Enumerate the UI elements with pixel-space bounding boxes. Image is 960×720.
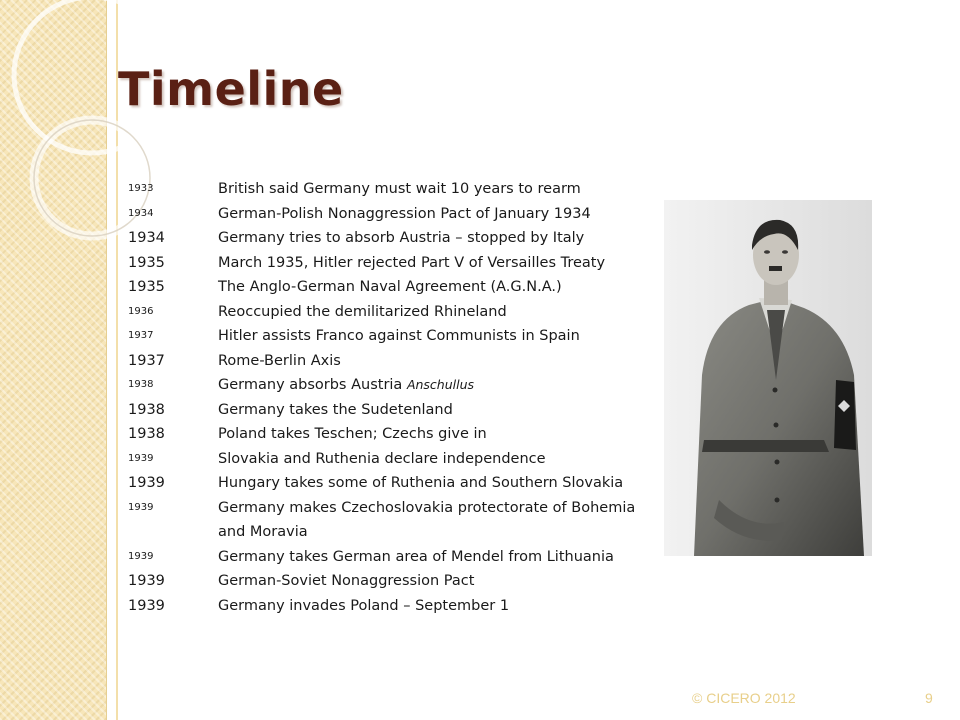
timeline-event (218, 569, 658, 594)
timeline-event (218, 324, 658, 349)
timeline-event (218, 300, 658, 325)
timeline-year: 1937 (128, 352, 165, 369)
timeline-event-text: Reoccupied the demilitarized Rhineland (218, 303, 507, 320)
timeline-row (128, 202, 668, 227)
timeline-year: 1933 (128, 183, 154, 194)
timeline-row (128, 422, 668, 447)
footer-copyright: © CICERO 2012 (692, 690, 796, 706)
timeline-event (218, 447, 658, 472)
timeline-event-text: German-Polish Nonaggression Pact of January 1934 (218, 205, 591, 222)
timeline-year: 1939 (128, 475, 165, 491)
timeline-year: 1939 (128, 452, 154, 464)
timeline-row (128, 594, 668, 619)
timeline-year: 1938 (128, 401, 165, 418)
timeline-event-text: Germany tries to absorb Austria – stopped by Italy (218, 230, 585, 246)
timeline-year: 1939 (128, 573, 165, 589)
timeline-row (128, 251, 668, 276)
timeline-event (218, 177, 658, 202)
timeline-event-text: Rome-Berlin Axis (218, 352, 341, 369)
page-number: 9 (925, 690, 933, 706)
timeline-event (218, 202, 658, 227)
timeline-event-text: British said Germany must wait 10 years to rearm (218, 181, 581, 197)
timeline-year: 1938 (128, 426, 165, 442)
timeline-event-text: Germany invades Poland – September 1 (218, 597, 510, 614)
timeline-event-text: Poland takes Teschen; Czechs give in (218, 426, 487, 442)
timeline-year: 1938 (128, 379, 154, 390)
slide-title: Timeline (118, 62, 344, 116)
timeline-year: 1939 (128, 597, 165, 614)
timeline-row (128, 226, 668, 251)
timeline-year: 1939 (128, 501, 154, 513)
timeline-event-text: March 1935, Hitler rejected Part V of Versailles Treaty (218, 254, 606, 271)
timeline-year: 1935 (128, 254, 165, 271)
timeline-year: 1934 (128, 230, 165, 246)
timeline-event-text: German-Soviet Nonaggression Pact (218, 573, 475, 589)
timeline-event (218, 251, 658, 276)
timeline-event-text: Germany takes German area of Mendel from Lithuania (218, 548, 614, 565)
timeline-event (218, 594, 658, 619)
timeline-event (218, 226, 658, 251)
timeline-row (128, 496, 668, 545)
timeline-event-text: Germany makes Czechoslovakia protectorate of Bohemia and Moravia (218, 499, 636, 540)
timeline-list (128, 177, 668, 618)
timeline-row (128, 324, 668, 349)
timeline-year: 1934 (128, 207, 154, 219)
timeline-event (218, 496, 658, 545)
timeline-year: 1937 (128, 330, 154, 341)
timeline-event (218, 471, 658, 496)
timeline-event-italic: Anschullus (406, 377, 475, 392)
timeline-event-text: Germany takes the Sudetenland (218, 401, 453, 418)
timeline-row (128, 300, 668, 325)
timeline-row (128, 275, 668, 300)
timeline-event-text: Hungary takes some of Ruthenia and Southern Slovakia (218, 475, 624, 491)
timeline-row (128, 398, 668, 423)
timeline-event-text: The Anglo-German Naval Agreement (A.G.N.A.) (218, 279, 562, 295)
timeline-event-text: Slovakia and Ruthenia declare independence (218, 450, 546, 467)
timeline-event-text: Hitler assists Franco against Communists in Spain (218, 328, 580, 344)
portrait-photo (664, 200, 872, 556)
timeline-year: 1935 (128, 279, 165, 295)
timeline-row (128, 569, 668, 594)
timeline-event-text: Germany absorbs Austria (218, 377, 403, 393)
timeline-event (218, 422, 658, 447)
timeline-row (128, 373, 668, 398)
timeline-row (128, 447, 668, 472)
timeline-event (218, 398, 658, 423)
timeline-row (128, 349, 668, 374)
timeline-event (218, 545, 658, 570)
timeline-row (128, 177, 668, 202)
timeline-row (128, 471, 668, 496)
timeline-row (128, 545, 668, 570)
timeline-year: 1939 (128, 550, 154, 562)
timeline-event (218, 275, 658, 300)
timeline-year: 1936 (128, 305, 154, 317)
timeline-event (218, 349, 658, 374)
timeline-event (218, 373, 658, 398)
